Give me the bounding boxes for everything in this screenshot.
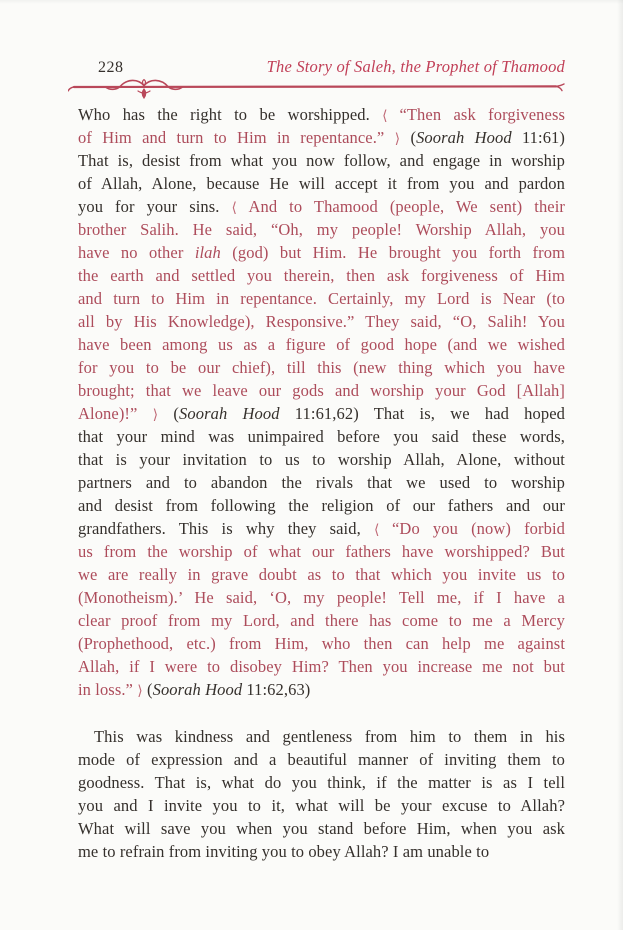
text-segment: you and I invite you to it, what will be your excuse to Allah? xyxy=(78,796,565,815)
text-line xyxy=(78,172,565,195)
text-segment: (Monotheism).’ He said, ‘O, my people! Tell me, if I have a xyxy=(78,588,565,607)
text-segment: grandfathers. This is why they said, xyxy=(78,519,374,538)
text-segment: have been among us as a figure of good hope (and we wished xyxy=(78,335,565,354)
page-number: 228 xyxy=(98,59,124,76)
text-segment: What will save you when you stand before Him, when you ask xyxy=(78,819,565,838)
quran-bracket-icon: ⟨ xyxy=(373,523,392,538)
text-segment: 11:61) xyxy=(511,128,565,147)
text-line xyxy=(78,425,565,448)
text-segment: “Then ask forgiveness xyxy=(399,105,565,124)
text-segment: “Do you (now) forbid xyxy=(392,519,565,538)
text-line xyxy=(78,356,565,379)
text-segment: brought; that we leave our gods and worship your God [Allah] xyxy=(78,381,565,400)
text-line xyxy=(78,448,565,471)
text-line xyxy=(78,840,565,863)
text-segment: Allah, if I were to disobey Him? Then you increase me not but xyxy=(78,657,565,676)
text-segment: 11:62,63) xyxy=(242,680,311,699)
text-line xyxy=(78,794,565,817)
quran-bracket-icon: ⟩ xyxy=(152,408,159,423)
text-line xyxy=(78,126,565,149)
quran-bracket-icon: ⟨ xyxy=(231,201,249,216)
text-line xyxy=(78,563,565,586)
text-line xyxy=(78,333,565,356)
text-line xyxy=(78,817,565,840)
text-line xyxy=(78,149,565,172)
page-body xyxy=(78,103,565,863)
text-line xyxy=(78,402,565,425)
text-segment: mode of expression and a beautiful manner of inviting them to xyxy=(78,750,565,769)
text-segment: (Prophethood, etc.) from Him, who then can help me against xyxy=(78,634,565,653)
text-segment: brother Salih. He said, “Oh, my people! Worship Allah, you xyxy=(78,220,565,239)
text-line xyxy=(78,471,565,494)
paragraph xyxy=(78,725,565,863)
quran-bracket-icon: ⟩ xyxy=(137,684,143,699)
text-segment: in loss.” xyxy=(78,680,138,699)
text-segment: That is, desist from what you now follow, and engage in worship xyxy=(78,151,565,170)
text-line xyxy=(78,379,565,402)
text-line xyxy=(78,632,565,655)
text-segment: have no other xyxy=(78,243,195,262)
text-line xyxy=(78,655,565,678)
text-segment: Alone)!” xyxy=(78,404,153,423)
text-segment: us from the worship of what our fathers have worshipped? But xyxy=(78,542,565,561)
text-segment: and turn to Him in repentance. Certainly, my Lord is Near (to xyxy=(78,289,565,308)
text-segment: of Him and turn to Him in repentance.” xyxy=(78,128,395,147)
text-segment: ( xyxy=(142,680,153,699)
text-line xyxy=(78,103,565,126)
text-segment: that is your invitation to us to worship Allah, Alone, without xyxy=(78,450,565,469)
text-line xyxy=(78,678,565,701)
text-line xyxy=(78,586,565,609)
header-rule xyxy=(68,74,565,100)
text-line xyxy=(78,310,565,333)
text-segment: and desist from following the religion of our fathers and our xyxy=(78,496,565,515)
text-line xyxy=(78,748,565,771)
text-line xyxy=(78,218,565,241)
text-segment: Who has the right to be worshipped. xyxy=(78,105,383,124)
text-segment: ( xyxy=(400,128,417,147)
text-segment: And to Thamood (people, We sent) their xyxy=(248,197,565,216)
text-line xyxy=(78,195,565,218)
text-segment: for you to be our chief), till this (new thing which you have xyxy=(78,358,565,377)
text-segment: Soorah Hood xyxy=(179,404,280,423)
quran-bracket-icon: ⟩ xyxy=(394,132,401,147)
text-segment: clear proof from my Lord, and there has come to me a Mercy xyxy=(78,611,565,630)
paragraph xyxy=(78,103,565,701)
text-line xyxy=(78,287,565,310)
text-segment: This was kindness and gentleness from him to them in his xyxy=(94,727,565,746)
text-line xyxy=(78,771,565,794)
text-segment: Soorah Hood xyxy=(416,128,512,147)
text-line xyxy=(78,264,565,287)
text-segment: all by His Knowledge), Responsive.” They said, “O, Salih! You xyxy=(78,312,565,331)
text-line xyxy=(78,725,565,748)
text-segment: we are really in grave doubt as to that which you invite us to xyxy=(78,565,565,584)
text-line xyxy=(78,540,565,563)
text-segment: (god) but Him. He brought you forth from xyxy=(220,243,565,262)
text-segment: that your mind was unimpaired before you said these words, xyxy=(78,427,565,446)
text-segment: ( xyxy=(158,404,180,423)
quran-bracket-icon: ⟨ xyxy=(382,109,400,124)
text-segment: Soorah Hood xyxy=(152,680,243,699)
text-segment: ilah xyxy=(194,243,221,262)
text-segment: of Allah, Alone, because He will accept it from you and pardon xyxy=(78,174,565,193)
text-segment: the earth and settled you therein, then ask forgiveness of Him xyxy=(78,266,565,285)
text-line xyxy=(78,241,565,264)
text-line xyxy=(78,517,565,540)
text-line xyxy=(78,494,565,517)
header-flourish-icon xyxy=(68,74,565,100)
text-segment: me to refrain from inviting you to obey Allah? I am unable to xyxy=(78,842,490,861)
text-segment: you for your sins. xyxy=(78,197,232,216)
running-header-title: The Story of Saleh, the Prophet of Thamood xyxy=(266,57,565,76)
text-segment: partners and to abandon the rivals that we used to worship xyxy=(78,473,565,492)
text-segment: 11:61,62) That is, we had hoped xyxy=(279,404,565,423)
text-segment: goodness. That is, what do you think, if the matter is as I tell xyxy=(78,773,565,792)
text-line xyxy=(78,609,565,632)
